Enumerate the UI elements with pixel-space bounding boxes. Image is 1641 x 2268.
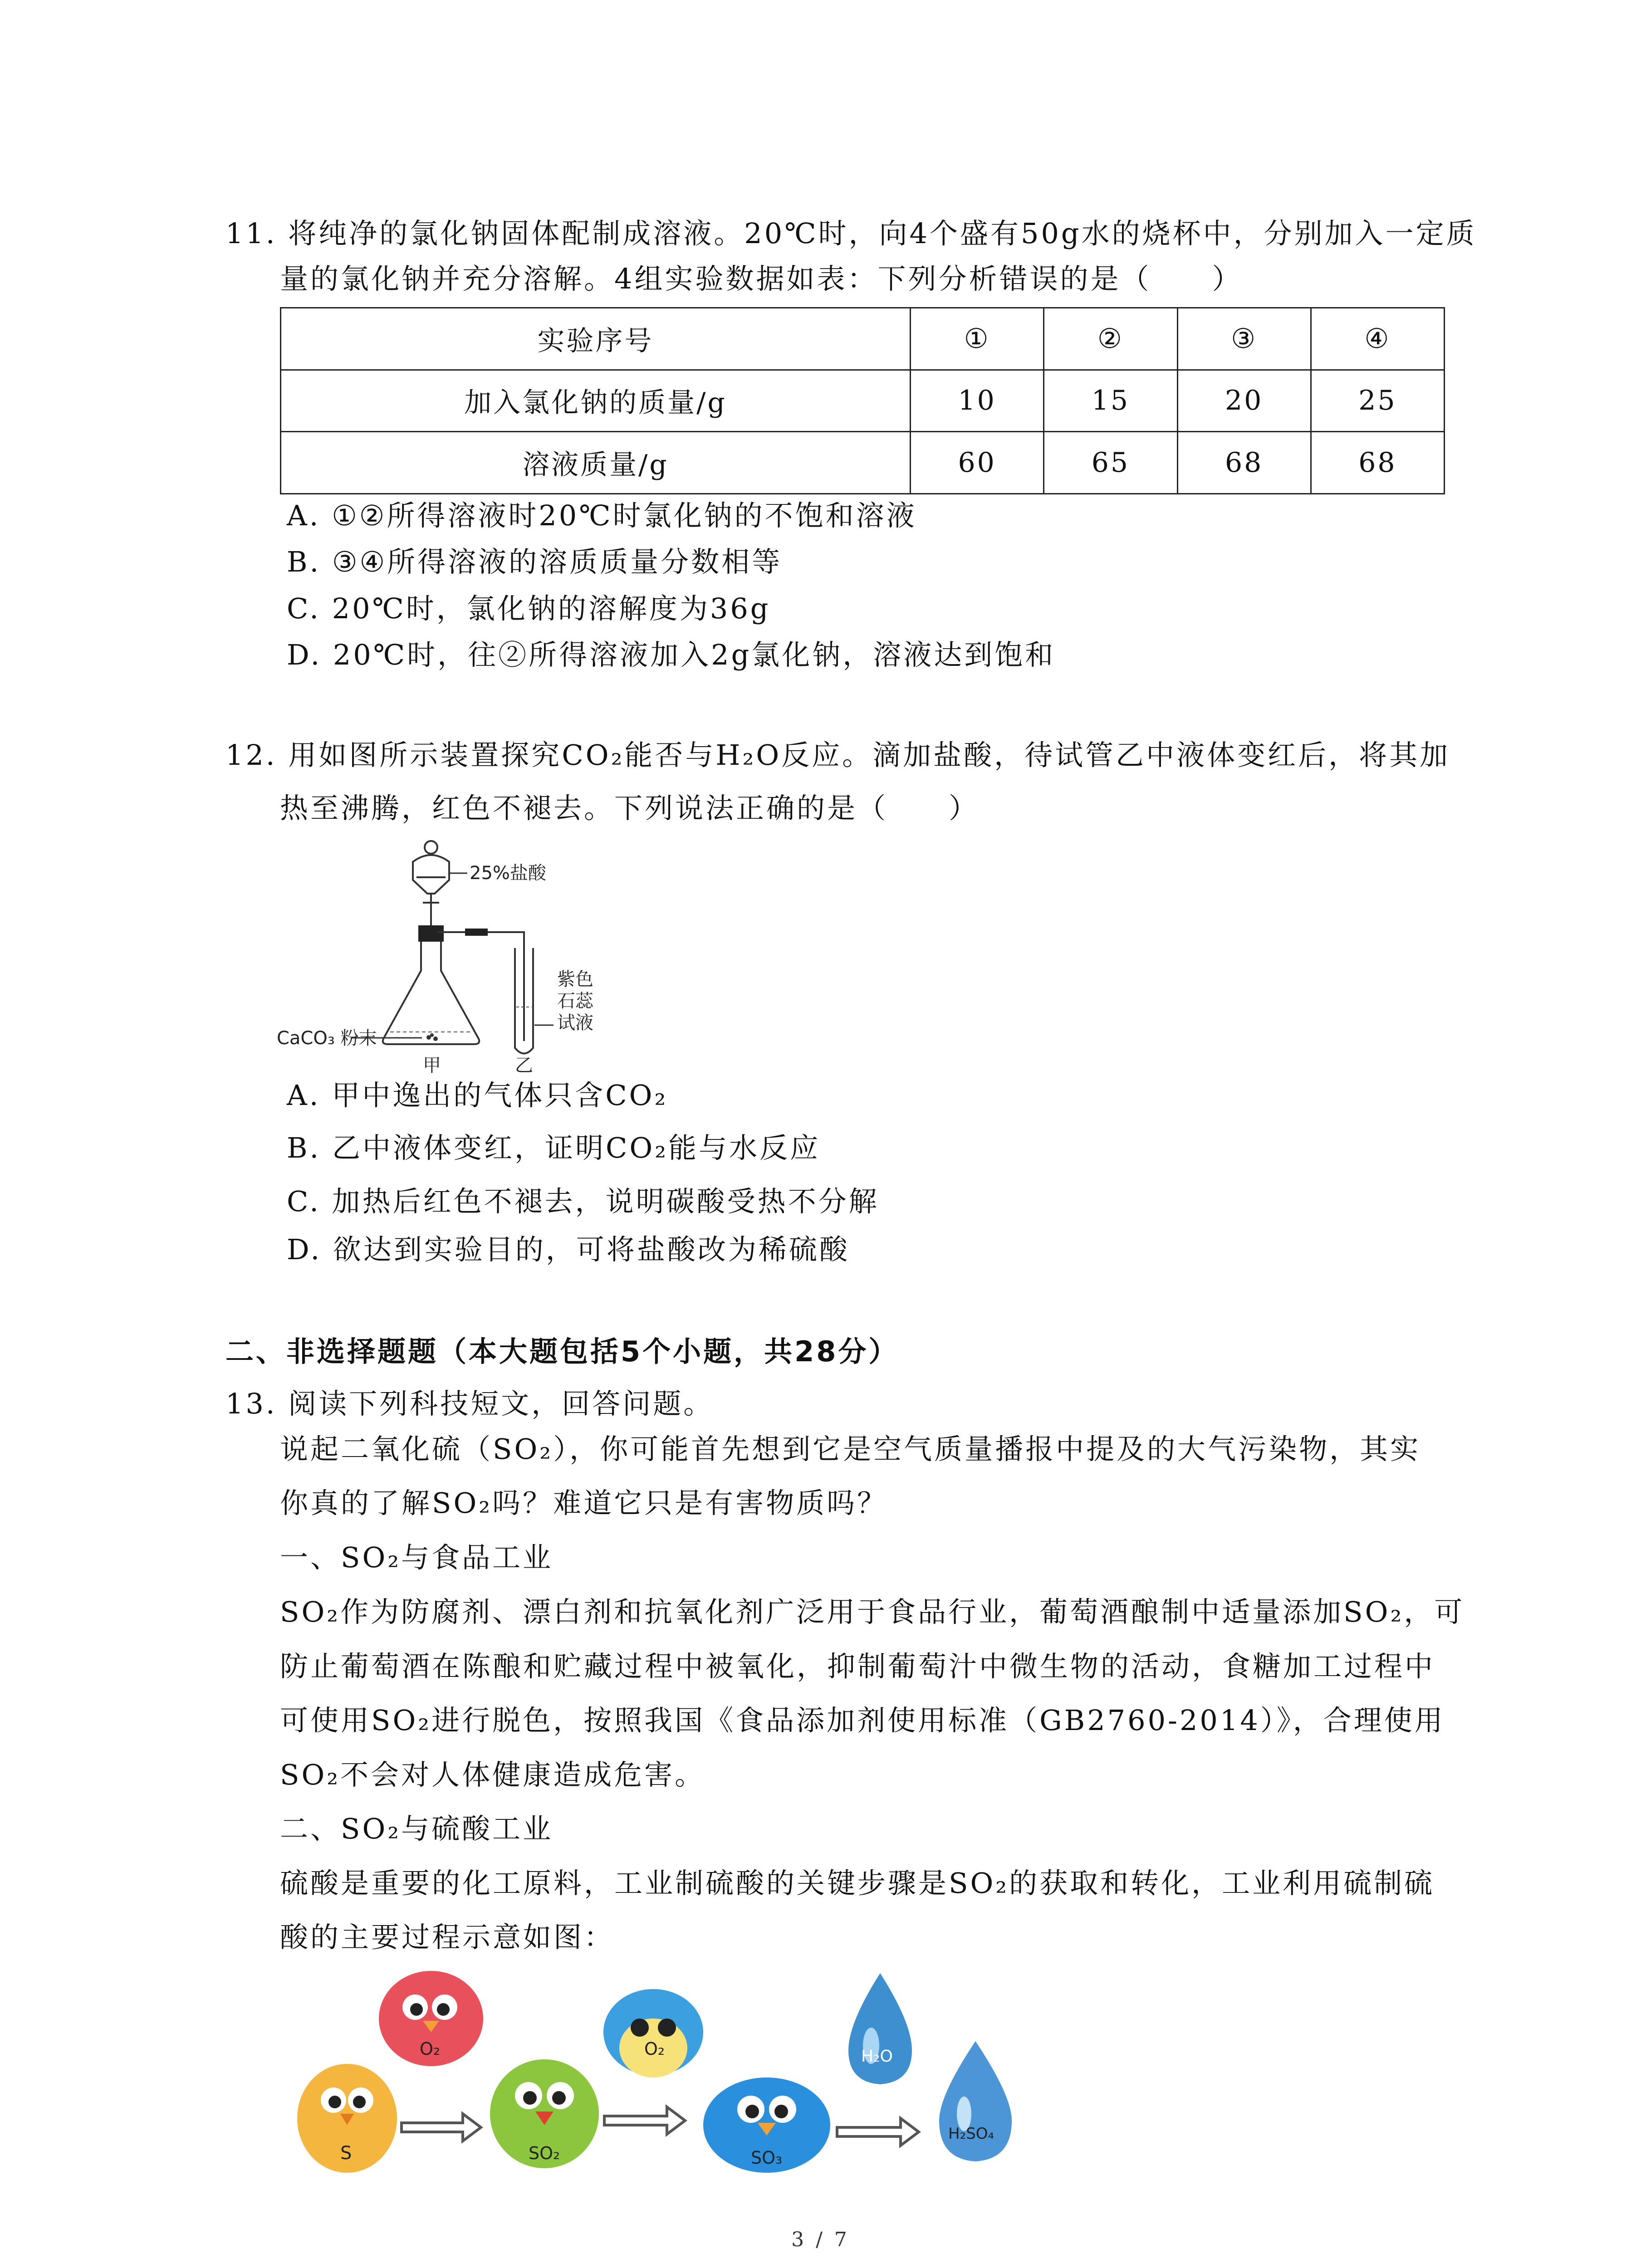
q12-stem-line2: 热至沸腾，红色不褪去。下列说法正确的是（ ） <box>280 792 980 825</box>
bird-o2-blue <box>603 1989 703 2077</box>
table-cell: 60 <box>911 432 1044 494</box>
q12-option-b: B. 乙中液体变红，证明CO₂能与水反应 <box>287 1131 821 1164</box>
bird-so2 <box>490 2059 599 2168</box>
bird-s <box>297 2064 397 2173</box>
q12-option-c: C. 加热后红色不褪去，说明碳酸受热不分解 <box>287 1185 879 1218</box>
table-header-cell: ④ <box>1311 308 1444 370</box>
q11-option-b: B. ③④所得溶液的溶质质量分数相等 <box>287 545 783 578</box>
q13-para-line: 可使用SO₂进行脱色，按照我国《食品添加剂使用标准（GB2760-2014）》，合理使用 <box>280 1704 1445 1737</box>
label-o2-blue: O₂ <box>644 2039 665 2059</box>
bird-o2-red <box>379 1971 483 2066</box>
q12-stem-line1: 12. 用如图所示装置探究CO₂能否与H₂O反应。滴加盐酸，待试管乙中液体变红后，将其加 <box>225 738 1450 772</box>
table-cell: 10 <box>911 370 1044 432</box>
table-cell: 65 <box>1044 432 1177 494</box>
bird-so3 <box>703 2077 830 2173</box>
q13-subheading: 一、SO₂与食品工业 <box>280 1541 554 1574</box>
label-litmus-1: 紫色 <box>557 969 593 990</box>
label-h2o: H₂O <box>861 2047 893 2066</box>
co2-apparatus-figure <box>277 835 622 1075</box>
label-so3: SO₃ <box>751 2148 783 2168</box>
table-cell: 15 <box>1044 370 1177 432</box>
table-cell: 25 <box>1311 370 1444 432</box>
process-drawing <box>281 1964 1053 2182</box>
label-so2: SO₂ <box>529 2143 560 2163</box>
label-caco3: CaCO₃ 粉末 <box>277 1028 377 1049</box>
table-header-row <box>281 308 1445 370</box>
q13-para-line: 说起二氧化硫（SO₂），你可能首先想到它是空气质量播报中提及的大气污染物，其实 <box>280 1432 1421 1466</box>
table-header-cell: 实验序号 <box>281 308 911 370</box>
table-header-cell: ③ <box>1177 308 1311 370</box>
q13-para-line: SO₂作为防腐剂、漂白剂和抗氧化剂广泛用于食品行业，葡萄酒酿制中适量添加SO₂，可 <box>280 1595 1465 1628</box>
q11-data-table <box>280 307 1445 494</box>
table-header-cell: ① <box>911 308 1044 370</box>
drop-h2o <box>848 1973 912 2084</box>
table-row <box>281 370 1445 432</box>
table-cell: 加入氯化钠的质量/g <box>281 370 911 432</box>
process-arrow <box>604 2107 685 2134</box>
q13-para-line: 防止葡萄酒在陈酿和贮藏过程中被氧化，抑制葡萄汁中微生物的活动，食糖加工过程中 <box>280 1650 1435 1683</box>
table-cell: 68 <box>1177 432 1311 494</box>
table-cell: 68 <box>1311 432 1444 494</box>
section-title: 二、非选择题题（本大题包括5个小题，共28分） <box>225 1335 899 1368</box>
conical-flask <box>383 942 480 1044</box>
q13-para-line: 酸的主要过程示意如图： <box>280 1921 615 1954</box>
label-acid: 25%盐酸 <box>470 863 546 884</box>
label-o2-red: O₂ <box>420 2039 441 2059</box>
table-cell: 溶液质量/g <box>281 432 911 494</box>
q13-para-line: 硫酸是重要的化工原料，工业制硫酸的关键步骤是SO₂的获取和转化，工业利用硫制硫 <box>280 1867 1435 1900</box>
label-litmus-2: 石蕊 <box>557 991 593 1012</box>
q13-stem: 13. 阅读下列科技短文，回答问题。 <box>225 1387 714 1420</box>
q12-option-d: D. 欲达到实验目的，可将盐酸改为稀硫酸 <box>287 1233 850 1266</box>
label-litmus-3: 试液 <box>557 1012 593 1033</box>
table-cell: 20 <box>1177 370 1311 432</box>
label-h2so4: H₂SO₄ <box>948 2125 994 2143</box>
sulfuric-acid-process-figure <box>281 1964 1053 2182</box>
label-s: S <box>340 2143 352 2164</box>
q13-para-line: 你真的了解SO₂吗？难道它只是有害物质吗？ <box>280 1486 888 1520</box>
process-arrow <box>837 2118 919 2146</box>
q11-stem-line1: 11. 将纯净的氯化钠固体配制成溶液。20℃时，向4个盛有50g水的烧杯中，分别加入一定质 <box>225 217 1477 250</box>
q11-option-a: A. ①②所得溶液时20℃时氯化钠的不饱和溶液 <box>287 499 917 532</box>
label-flask: 甲 <box>423 1055 441 1075</box>
table-row <box>281 432 1445 494</box>
label-tube: 乙 <box>515 1055 533 1075</box>
apparatus-drawing <box>277 835 622 1075</box>
q11-stem-line2: 量的氯化钠并充分溶解。4组实验数据如表：下列分析错误的是（ ） <box>280 262 1243 295</box>
process-arrow <box>402 2114 481 2141</box>
q13-subheading: 二、SO₂与硫酸工业 <box>280 1812 554 1845</box>
page-number: 3 / 7 <box>791 2228 850 2251</box>
q12-option-a: A. 甲中逸出的气体只含CO₂ <box>287 1079 668 1112</box>
flask-stopper <box>418 925 444 942</box>
drop-h2so4 <box>939 2041 1012 2161</box>
separatory-funnel <box>413 841 449 925</box>
q11-option-d: D. 20℃时，往②所得溶液加入2g氯化钠，溶液达到饱和 <box>287 638 1056 671</box>
q13-para-line: SO₂不会对人体健康造成危害。 <box>280 1758 705 1791</box>
q11-option-c: C. 20℃时，氯化钠的溶解度为36g <box>287 592 771 625</box>
table-header-cell: ② <box>1044 308 1177 370</box>
